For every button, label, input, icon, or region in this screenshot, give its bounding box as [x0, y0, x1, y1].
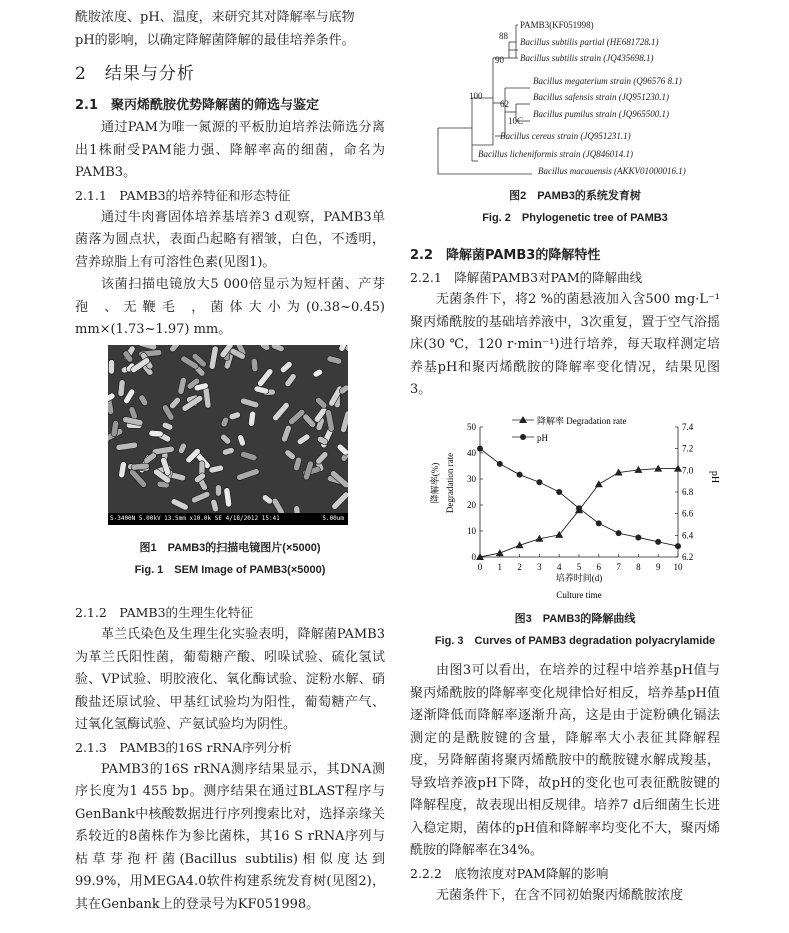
legend-triangle-icon: [519, 416, 527, 423]
taxon-label: Bacillus macauensis (AKKV01000016.1): [538, 166, 686, 176]
section-title: 2 结果与分析: [75, 64, 195, 84]
right-column-upper: [410, 245, 720, 402]
fig1-caption-en: Fig. 1 SEM Image of PAMB3(×5000): [134, 564, 326, 576]
legend-circle-icon: [520, 434, 526, 440]
degradation-point: [674, 465, 682, 472]
heading-2-1: 2.1 聚丙烯酰胺优势降解菌的筛选与鉴定: [75, 98, 320, 113]
y-label-right: pH: [709, 470, 720, 484]
bootstrap-label: 62: [500, 99, 509, 109]
x-tick-label: 1: [497, 562, 503, 572]
fig1-caption: [75, 537, 385, 581]
fig1-caption-cn: 图1 PAMB3的扫描电镜图片(×5000): [139, 542, 321, 554]
right-column-lower: [410, 660, 720, 907]
paragraph-2-1-1b: 该菌扫描电镜放大5 000倍显示为短杆菌、产芽孢 、无鞭毛 ，菌体大小为(0.38~0.45) mm×(1.73~1.97) mm。: [75, 277, 385, 337]
paragraph-2-1-3: PAMB3的16S rRNA测序结果显示，其DNA测序长度为1 455 bp。测序结果在通过BLAST程序与GenBank中核酸数据进行序列搜索比对，选择亲缘关系较近的8菌株作为参比菌株，其16 S rRNA序列与枯草芽孢杆菌(Bacillus subtilis)相似度达到99.9%，用MEGA4.0软件构建系统发育树(见图2)，其在Genbank上的登录号为KF051998。: [75, 761, 385, 912]
bootstrap-label: 88: [499, 31, 508, 41]
x-tick-label: 3: [537, 562, 542, 572]
heading-2-2-2: 2.2.2 底物浓度对PAM降解的影响: [410, 865, 609, 881]
heading-2-1-2: 2.1.2 PAMB3的生理生化特征: [75, 605, 254, 620]
fig3-caption: [410, 608, 740, 652]
heading-2-1-3: 2.1.3 PAMB3的16S rRNA序列分析: [75, 739, 292, 755]
chart-legend: [512, 415, 626, 443]
y-left-tick-label: 50: [467, 422, 476, 432]
taxon-label: Bacillus cereus strain (JQ951231.1): [500, 131, 631, 141]
bacterium-cell: [149, 430, 164, 437]
y-left-tick-label: 10: [467, 526, 476, 536]
intro-line: pH的影响，以确定降解菌降解的最佳培养条件。: [75, 32, 355, 48]
x-label-cn: 培养时间(d): [555, 573, 603, 583]
degradation-chart: [410, 405, 730, 605]
fig3-caption-cn: 图3 PAMB3的降解曲线: [514, 613, 636, 625]
fig2-caption-cn: 图2 PAMB3的系统发育树: [509, 190, 641, 202]
fig3-caption-en: Fig. 3 Curves of PAMB3 degradation polyacrylamide: [434, 635, 716, 647]
ph-point: [477, 446, 483, 452]
y-label-left-en: Degradation rate: [445, 452, 455, 514]
taxon-label: Bacillus licheniformis strain (JQ846014.1): [478, 149, 633, 159]
bootstrap-label: 90: [495, 55, 504, 65]
y-left-tick-label: 20: [467, 500, 476, 510]
y-left-tick-label: 30: [467, 474, 476, 484]
sem-info: S-3400N 5.00kV 13.5mm x10.0k SE 4/18/2012 15:41: [110, 515, 280, 522]
left-column-lower: [75, 602, 385, 916]
y-right-tick-label: 7.4: [682, 422, 694, 432]
paragraph-2-1-2: 革兰氏染色及生理生化实验表明，降解菌PAMB3为革兰氏阳性菌，葡萄糖产酸、吲哚试验、硫化氢试验、VP试验、明胶液化、氧化酶试验、淀粉水解、硝酸盐还原试验、甲基红试验均为阳性，葡萄糖产气、过氧化氢酶试验、产氨试验均为阴性。: [75, 627, 385, 732]
taxon-label: PAMB3(KF051998): [520, 20, 594, 30]
bacterium-cell: [215, 485, 221, 497]
taxon-label: Bacillus subtilis partial (HE681728.1): [520, 37, 659, 47]
degradation-point: [654, 465, 662, 472]
x-tick-label: 4: [556, 562, 562, 572]
intro-paragraph: [75, 7, 385, 52]
sem-info-bar: [108, 513, 348, 525]
x-tick-label: 8: [636, 562, 641, 572]
y-right-tick-label: 6.8: [682, 487, 694, 497]
taxon-label: Bacillus subtilis strain (JQ435698.1): [520, 53, 654, 63]
ph-point: [517, 472, 523, 478]
degradation-point: [595, 480, 603, 487]
bacterium-cell: [108, 359, 114, 374]
heading-2-1-1: 2.1.1 PAMB3的培养特征和形态特征: [75, 187, 291, 203]
ph-point: [675, 543, 681, 549]
y-right-tick-label: 6.6: [682, 508, 694, 519]
paragraph-after-fig3: 由图3可以看出，在培养的过程中培养基pH值与聚丙烯酰胺的降解率变化规律恰好相反，培养基pH值逐渐降低而降解率逐渐升高，这是由于淀粉碘化镉法测定的是酰胺键的含量，降解率大小表征其降解程度，另降解菌将聚丙烯酰胺中的酰胺键水解成羧基，导致培养液pH下降，故pH的变化也可表征酰胺键的降解程度，故表现出相反规律。培养7 d后细菌生长进入稳定期，菌体的pH值和降解率均变化不大，聚丙烯酰胺的降解率在34%。: [410, 663, 720, 858]
ph-point: [655, 539, 661, 545]
x-tick-label: 7: [616, 562, 621, 572]
sem-micrograph: [108, 345, 348, 513]
x-tick-label: 2: [517, 562, 522, 572]
y-left-tick-label: 40: [467, 448, 476, 458]
heading-2-2-1: 2.2.1 降解菌PAMB3对PAM的降解曲线: [410, 270, 643, 285]
phylogenetic-tree: [410, 8, 740, 184]
left-column: [75, 0, 385, 342]
taxon-label: Bacillus megaterium strain (Q96576 8.1): [533, 76, 682, 86]
legend-ph: pH: [537, 433, 548, 443]
ph-point: [576, 505, 582, 511]
x-tick-label: 5: [576, 562, 582, 572]
paragraph-2-2-1: 无菌条件下，将2 %的菌悬液加入含500 mg·L⁻¹聚丙烯酰胺的基础培养液中，3次重复，置于空气浴摇床(30 ℃，120 r·min⁻¹)进行培养，每天取样测定培养基pH和聚丙烯酰胺的降解率变化情况，结果见图3。: [410, 292, 720, 397]
bootstrap-label: 10C: [508, 116, 524, 126]
fig2-caption: [410, 185, 740, 229]
taxon-label: Bacillus pumilus strain (JQ965500.1): [533, 109, 669, 119]
legend-degradation: 降解率 Degradation rate: [537, 416, 627, 426]
fig2-caption-en: Fig. 2 Phylogenetic tree of PAMB3: [482, 212, 668, 224]
y-right-tick-label: 6.2: [682, 552, 694, 562]
y-right-tick-label: 7.0: [682, 465, 694, 476]
paragraph-2-1-1a: 通过牛肉膏固体培养基培养3 d观察，PAMB3单菌落为圆点状，表面凸起略有褶皱，白色，不透明，营养琼脂上有可溶性色素(见图1)。: [75, 209, 385, 270]
chart-axes: [467, 422, 694, 572]
paragraph-2-1: 通过PAM为唯一氮源的平板肋迫培养法筛选分离出1株耐受PAM能力强、降解率高的细菌，命名为PAMB3。: [75, 120, 385, 180]
ph-point: [596, 520, 602, 526]
degradation-point: [496, 549, 504, 556]
x-tick-label: 6: [596, 562, 602, 572]
y-left-tick-label: 0: [471, 552, 476, 562]
ph-point: [616, 530, 622, 536]
sem-image: [108, 345, 348, 525]
chart-marks: [476, 446, 682, 560]
y-right-tick-label: 6.4: [682, 530, 694, 541]
y-right-tick-label: 7.2: [682, 443, 694, 454]
heading-2-2: 2.2 降解菌PAMB3的降解特性: [410, 248, 601, 263]
ph-point: [556, 489, 562, 495]
taxon-label: Bacillus safensis strain (JQ951230.1): [533, 92, 669, 102]
x-tick-label: 0: [477, 562, 483, 572]
ph-point: [497, 461, 503, 467]
x-label-en: Culture time: [556, 590, 602, 600]
series-line-1: [480, 449, 678, 547]
intro-line: 酰胺浓度、pH、温度，来研究其对降解率与底物: [75, 10, 355, 25]
bacterium-cell: [251, 358, 258, 372]
ph-point: [536, 479, 542, 485]
ph-point: [635, 535, 641, 541]
y-label-left-cn: 降解率(%): [430, 462, 440, 504]
sem-scale: 5.00um: [322, 515, 344, 522]
paragraph-last: 无菌条件下，在含不同初始聚丙烯酰胺浓度: [436, 887, 684, 903]
bootstrap-label: 100: [469, 91, 483, 101]
x-tick-label: 9: [655, 562, 661, 572]
x-tick-label: 10: [673, 562, 683, 572]
